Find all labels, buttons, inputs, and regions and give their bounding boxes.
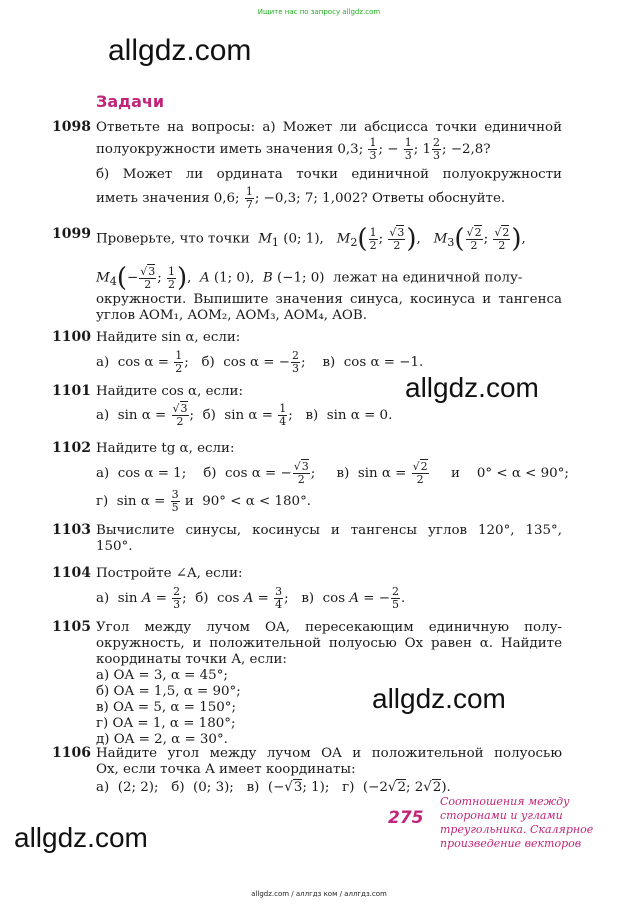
problem-text: координаты точки A, если: [96,652,287,667]
problem-number: 1103 [52,522,91,538]
problem-items: а) cos α = $\frac{1}{2}$ ; б) cos α = − $\frac{2}{3}$ ; в) cos α = −1. [96,349,424,375]
problem-number: 1098 [52,119,91,135]
problem-number: 1099 [52,226,91,242]
problem-text: Постройте ∠A, если: [96,566,243,581]
problem-items: а) sin A = $\frac{2}{3}$ ; б) cos A = $\frac{3}{4}$ ; в) cos A = − $\frac{2}{5}$ . [96,585,406,611]
watermark: allgdz.com [108,34,252,67]
problem-text: окружность, и положительной полуосью Ox равен α. Найдите [96,636,562,651]
problem-text: Ответьте на вопросы: а) Может ли абсцисса точки единичной [96,120,562,135]
problem-number: 1100 [52,329,91,345]
section-title: Задачи [96,92,165,111]
footer-links[interactable]: allgdz.com / аллгдз ком / аллгдз.com [251,890,387,898]
list-item: а) OA = 3, α = 45°; [96,668,228,683]
running-caption: Соотношения между сторонами и углами треугольника. Скалярное произведение векторов [440,795,594,850]
problem-items: а) (2; 2); б) (0; 3); в) (−√3; 1); г) (−2√2; 2√2). [96,780,451,795]
list-item: б) OA = 1,5, α = 90°; [96,684,241,699]
problem-items: а) sin α = $\frac{√3}{2}$ ; б) sin α = $\frac{1}{4}$ ; в) sin α = 0. [96,402,393,428]
watermark: allgdz.com [405,372,539,403]
problem-number: 1104 [52,565,91,581]
problem-items: а) cos α = 1; б) cos α = − $\frac{√3}{2}$ ; в) sin α = $\frac{√2}{2}$ и 0° < α < 90°; [96,460,569,486]
problem-text: Найдите угол между лучом OA и положительной полуосью [96,746,562,761]
problem-text: Ox, если точка A имеет координаты: [96,762,356,777]
problem-text: иметь значения 0,6; $\frac{1}{7}$ ; −0,3; 7; 1,002? Ответы обоснуйте. [96,185,506,211]
list-item: г) OA = 1, α = 180°; [96,716,236,731]
problem-items: г) sin α = $\frac{3}{5}$ и 90° < α < 180°. [96,488,312,514]
problem-number: 1106 [52,745,91,761]
watermark: allgdz.com [14,822,148,853]
problem-text: б) Может ли ордината точки единичной полуокружности [96,167,562,182]
problem-text: $M_4(-$ $\frac{√3}{2}$ ; $\frac{1}{2}$ ), A (1; 0), B (−1; 0) лежат на единичной полу- [96,263,523,293]
problem-text: Угол между лучом OA, пересекающим единичную полу- [96,620,562,635]
problem-text: окружности. Выпишите значения синуса, косинуса и тангенса [96,292,562,307]
problem-text: углов AOM₁, AOM₂, AOM₃, AOM₄, AOB. [96,308,367,323]
problem-text: Найдите sin α, если: [96,330,241,345]
list-item: д) OA = 2, α = 30°. [96,732,228,747]
problem-text: полуокружности иметь значения 0,3; $\frac{1}{3}$ ; − $\frac{1}{3}$ ; 1 $\frac{2}{3}$ ; −2,8? [96,136,491,162]
problem-number: 1101 [52,383,91,399]
problem-text: Проверьте, что точки $M_1$ (0; 1), $M_2$( $\frac{1}{2}$ ; $\frac{√3}{2}$ ), $M_3$( $\frac{√2}{2}$ ; $\frac{√2}{2}$ ), [96,224,526,254]
problem-text: Найдите cos α, если: [96,384,243,399]
page-number: 275 [388,808,424,828]
problem-number: 1105 [52,619,91,635]
problem-text: 150°. [96,539,133,554]
top-link[interactable]: Ищите нас по запросу allgdz.com [257,8,381,16]
problem-text: Вычислите синусы, косинусы и тангенсы углов 120°, 135°, [96,523,562,538]
problem-text: Найдите tg α, если: [96,441,235,456]
problem-number: 1102 [52,440,91,456]
list-item: в) OA = 5, α = 150°; [96,700,236,715]
watermark: allgdz.com [372,683,506,714]
